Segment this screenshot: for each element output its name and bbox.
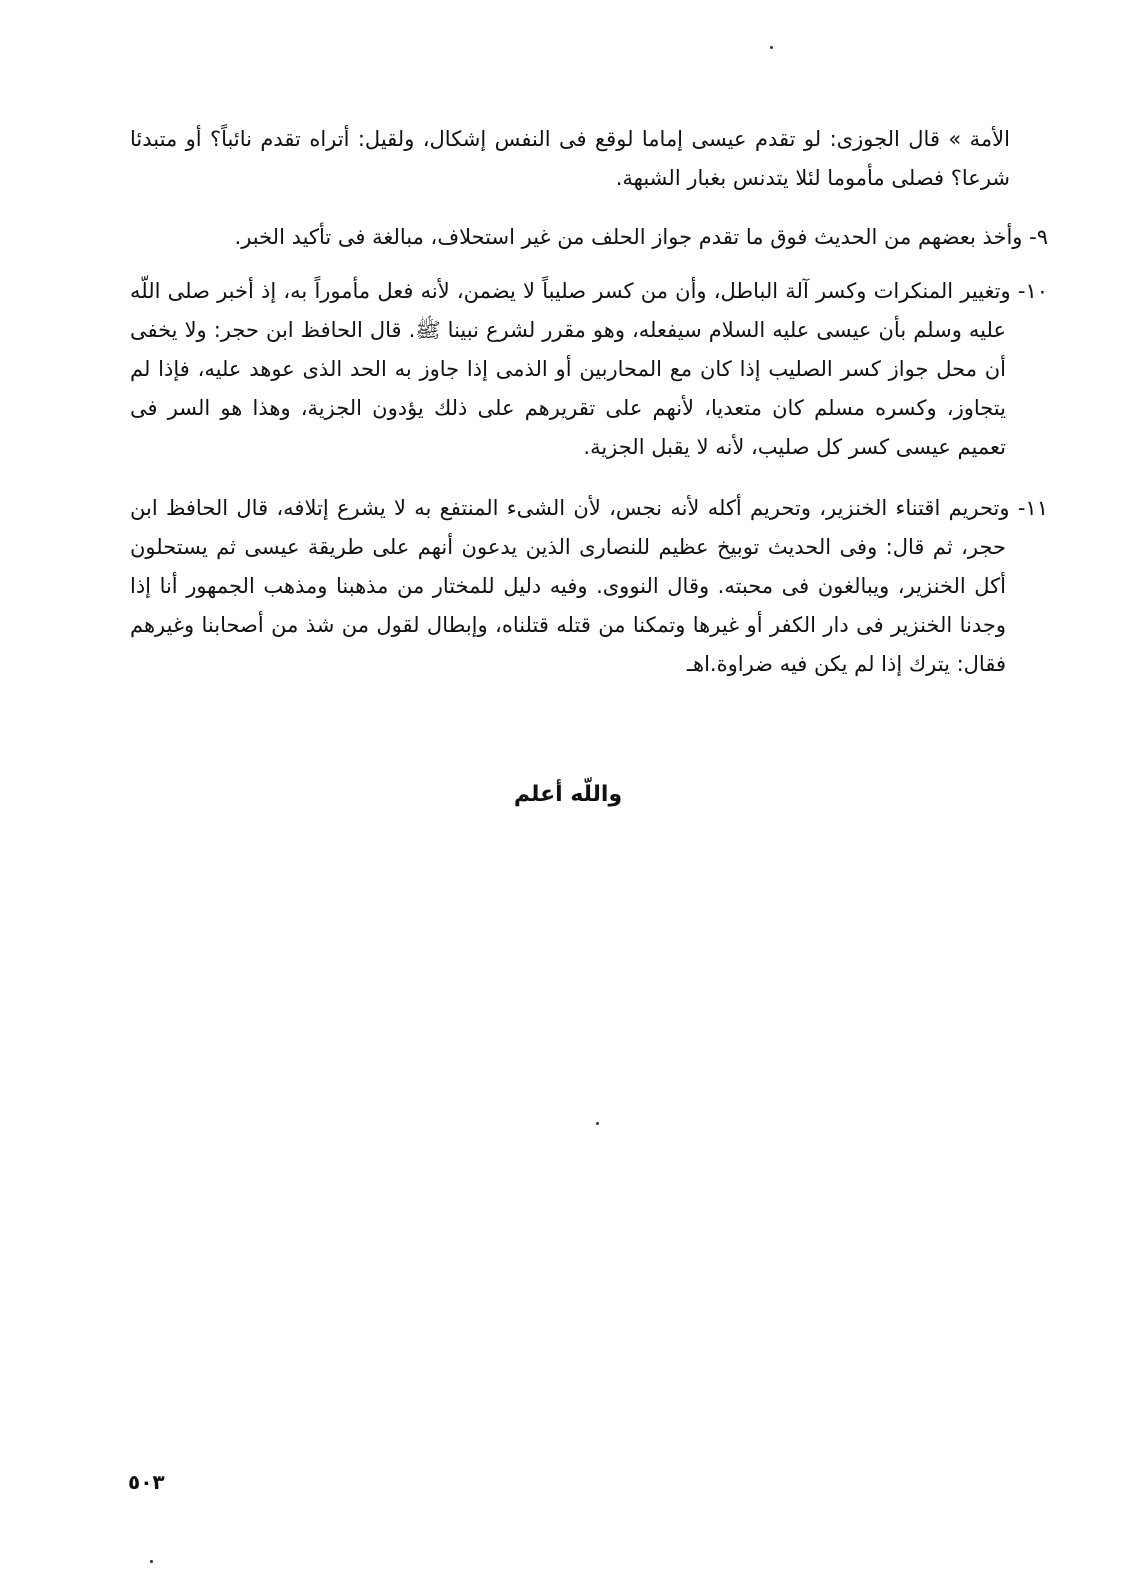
scan-speck xyxy=(150,1560,153,1563)
list-item-9 xyxy=(130,218,1048,257)
list-item-text: وأخذ بعضهم من الحديث فوق ما تقدم جواز الحلف من غير استحلاف، مبالغة فى تأكيد الخبر. xyxy=(234,225,1023,249)
list-item-number: ١١- xyxy=(1017,496,1048,520)
list-item-number: ٩- xyxy=(1029,225,1048,249)
list-item-text: وتحريم اقتناء الخنزير، وتحريم أكله لأنه نجس، لأن الشىء المنتفع به لا يشرع إتلافه، قال الحافظ ابن حجر، ثم قال: وفى الحديث توبيخ عظيم للنصارى الذين يدعون أنهم على طريقة عيسى ثم يستحلون أكل الخنزير، ويبالغون فى محبته. وقال النووى. وفيه دليل للمختار من مذهبنا ومذهب الجمهور أنا إذا وجدنا الخنزير فى دار الكفر أو غيرها وتمكنا من قتله قتلناه، وإبطال لقول من شذ من أصحابنا وغيرهم فقال: يترك إذا لم يكن فيه ضراوة.اهـ xyxy=(130,496,1010,676)
page-number: ٥٠٣ xyxy=(128,1470,165,1494)
list-item-number: ١٠- xyxy=(1017,279,1048,303)
list-item-11 xyxy=(130,489,1048,684)
closing-phrase: واللّه أعلم xyxy=(513,782,623,807)
list-item-10 xyxy=(130,272,1048,467)
list-item-text: وتغيير المنكرات وكسر آلة الباطل، وأن من كسر صليباً لا يضمن، لأنه فعل مأموراً به، إذ أخبر صلى اللّه عليه وسلم بأن عيسى عليه السلام سيفعله، وهو مقرر لشرع نبينا ﷺ. قال الحافظ ابن حجر: ولا يخفى أن محل جواز كسر الصليب إذا كان مع المحاربين أو الذمى إذا جاوز به الحد الذى عوهد عليه، فإذا لم يتجاوز، وكسره مسلم كان متعديا، لأنهم على تقريرهم على ذلك يؤدون الجزية، وهذا هو السر فى تعميم عيسى كسر كل صليب، لأنه لا يقبل الجزية. xyxy=(130,279,1011,459)
continuation-paragraph: الأمة » قال الجوزى: لو تقدم عيسى إماما لوقع فى النفس إشكال، ولقيل: أتراه تقدم نائباً؟ أو متبدئا شرعا؟ فصلى مأموما لئلا يتدنس بغبار الشبهة. xyxy=(130,127,1010,190)
scan-speck xyxy=(770,46,773,49)
scan-speck xyxy=(596,1122,599,1125)
